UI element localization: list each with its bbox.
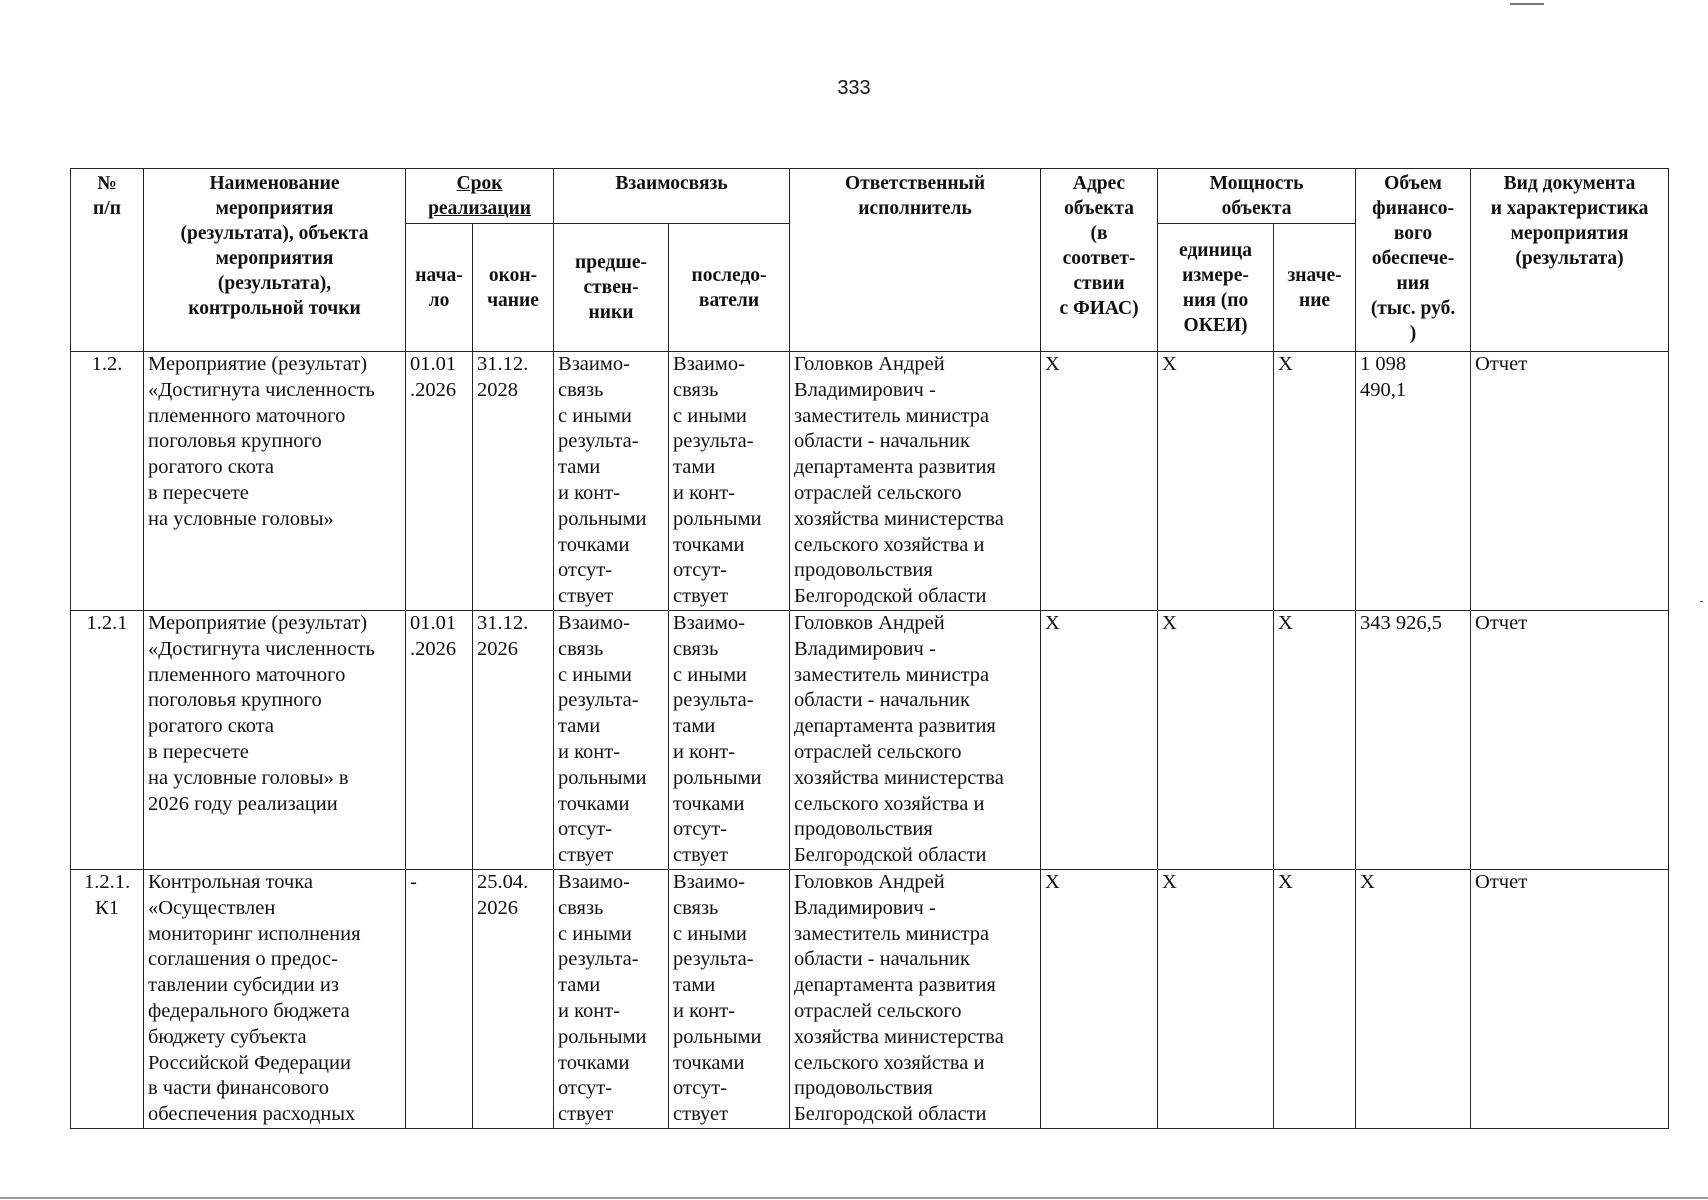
row-successors: Взаимо- связь с иными результа- тами и конт- рольными точками отсут- ствует	[669, 870, 790, 1129]
row-responsible: Головков Андрей Владимирович - заместитель министра области - начальник департамента развития отраслей сельского хозяйства министерства сельского хозяйства и продовольствия Белгородской области	[790, 611, 1041, 870]
table-row	[71, 352, 1669, 611]
header-link-pred: предше- ствен- ники	[554, 224, 669, 352]
row-start: 01.01 .2026	[406, 611, 473, 870]
row-capacity-unit: Х	[1158, 870, 1274, 1129]
scan-edge-bottom	[0, 1197, 1708, 1199]
row-start: 01.01 .2026	[406, 352, 473, 611]
table-row	[71, 611, 1669, 870]
table-header	[71, 169, 1669, 352]
page-number: 333	[837, 77, 871, 99]
header-name: Наименование мероприятия (результата), объекта мероприятия (результата), контрольной точки	[144, 169, 406, 352]
row-end: 31.12. 2028	[473, 352, 554, 611]
activities-table	[70, 168, 1669, 1129]
row-funding: Х	[1356, 870, 1471, 1129]
row-num: 1.2.1	[71, 611, 144, 870]
row-successors: Взаимо- связь с иными результа- тами и конт- рольными точками отсут- ствует	[669, 352, 790, 611]
header-term-start: нача- ло	[406, 224, 473, 352]
header-term: Срок реализации	[406, 169, 554, 224]
row-num: 1.2.1. К1	[71, 870, 144, 1129]
row-predecessors: Взаимо- связь с иными результа- тами и конт- рольными точками отсут- ствует	[554, 611, 669, 870]
row-address: Х	[1041, 611, 1158, 870]
row-address: Х	[1041, 870, 1158, 1129]
row-capacity-value: Х	[1274, 352, 1356, 611]
header-responsible: Ответственный исполнитель	[790, 169, 1041, 352]
row-end: 31.12. 2026	[473, 611, 554, 870]
row-end: 25.04. 2026	[473, 870, 554, 1129]
row-predecessors: Взаимо- связь с иными результа- тами и конт- рольными точками отсут- ствует	[554, 352, 669, 611]
row-name: Контрольная точка «Осуществлен мониторинг исполнения соглашения о предос- тавлении субсидии из федерального бюджета бюджету субъекта Российской Федерации в части финансового обеспечения расходных	[144, 870, 406, 1129]
scan-edge-top	[1510, 3, 1544, 5]
row-name: Мероприятие (результат) «Достигнута численность племенного маточного поголовья крупного рогатого скота в пересчете на условные головы» в 2026 году реализации	[144, 611, 406, 870]
row-name: Мероприятие (результат) «Достигнута численность племенного маточного поголовья крупного рогатого скота в пересчете на условные головы»	[144, 352, 406, 611]
row-responsible: Головков Андрей Владимирович - заместитель министра области - начальник департамента развития отраслей сельского хозяйства министерства сельского хозяйства и продовольствия Белгородской области	[790, 870, 1041, 1129]
row-start: -	[406, 870, 473, 1129]
header-term-end: окон- чание	[473, 224, 554, 352]
row-address: Х	[1041, 352, 1158, 611]
table-row	[71, 870, 1669, 1129]
row-funding: 343 926,5	[1356, 611, 1471, 870]
row-num: 1.2.	[71, 352, 144, 611]
row-predecessors: Взаимо- связь с иными результа- тами и конт- рольными точками отсут- ствует	[554, 870, 669, 1129]
header-num: № п/п	[71, 169, 144, 352]
header-address: Адрес объекта (в соответ- ствии с ФИАС)	[1041, 169, 1158, 352]
row-funding: 1 098 490,1	[1356, 352, 1471, 611]
row-successors: Взаимо- связь с иными результа- тами и конт- рольными точками отсут- ствует	[669, 611, 790, 870]
scan-speck	[1700, 601, 1703, 602]
row-responsible: Головков Андрей Владимирович - заместитель министра области - начальник департамента развития отраслей сельского хозяйства министерства сельского хозяйства и продовольствия Белгородской области	[790, 352, 1041, 611]
header-link-succ: последо- ватели	[669, 224, 790, 352]
row-capacity-unit: Х	[1158, 352, 1274, 611]
header-capacity: Мощность объекта	[1158, 169, 1356, 224]
header-capacity-unit: единица измере- ния (по ОКЕИ)	[1158, 224, 1274, 352]
header-doc-type: Вид документа и характеристика мероприятия (результата)	[1471, 169, 1669, 352]
row-doc-type: Отчет	[1471, 870, 1669, 1129]
row-doc-type: Отчет	[1471, 611, 1669, 870]
header-capacity-value: значе- ние	[1274, 224, 1356, 352]
row-capacity-unit: Х	[1158, 611, 1274, 870]
header-link: Взаимосвязь	[554, 169, 790, 224]
row-capacity-value: Х	[1274, 870, 1356, 1129]
header-funding: Объем финансо- вого обеспече- ния (тыс. руб. )	[1356, 169, 1471, 352]
row-capacity-value: Х	[1274, 611, 1356, 870]
row-doc-type: Отчет	[1471, 352, 1669, 611]
